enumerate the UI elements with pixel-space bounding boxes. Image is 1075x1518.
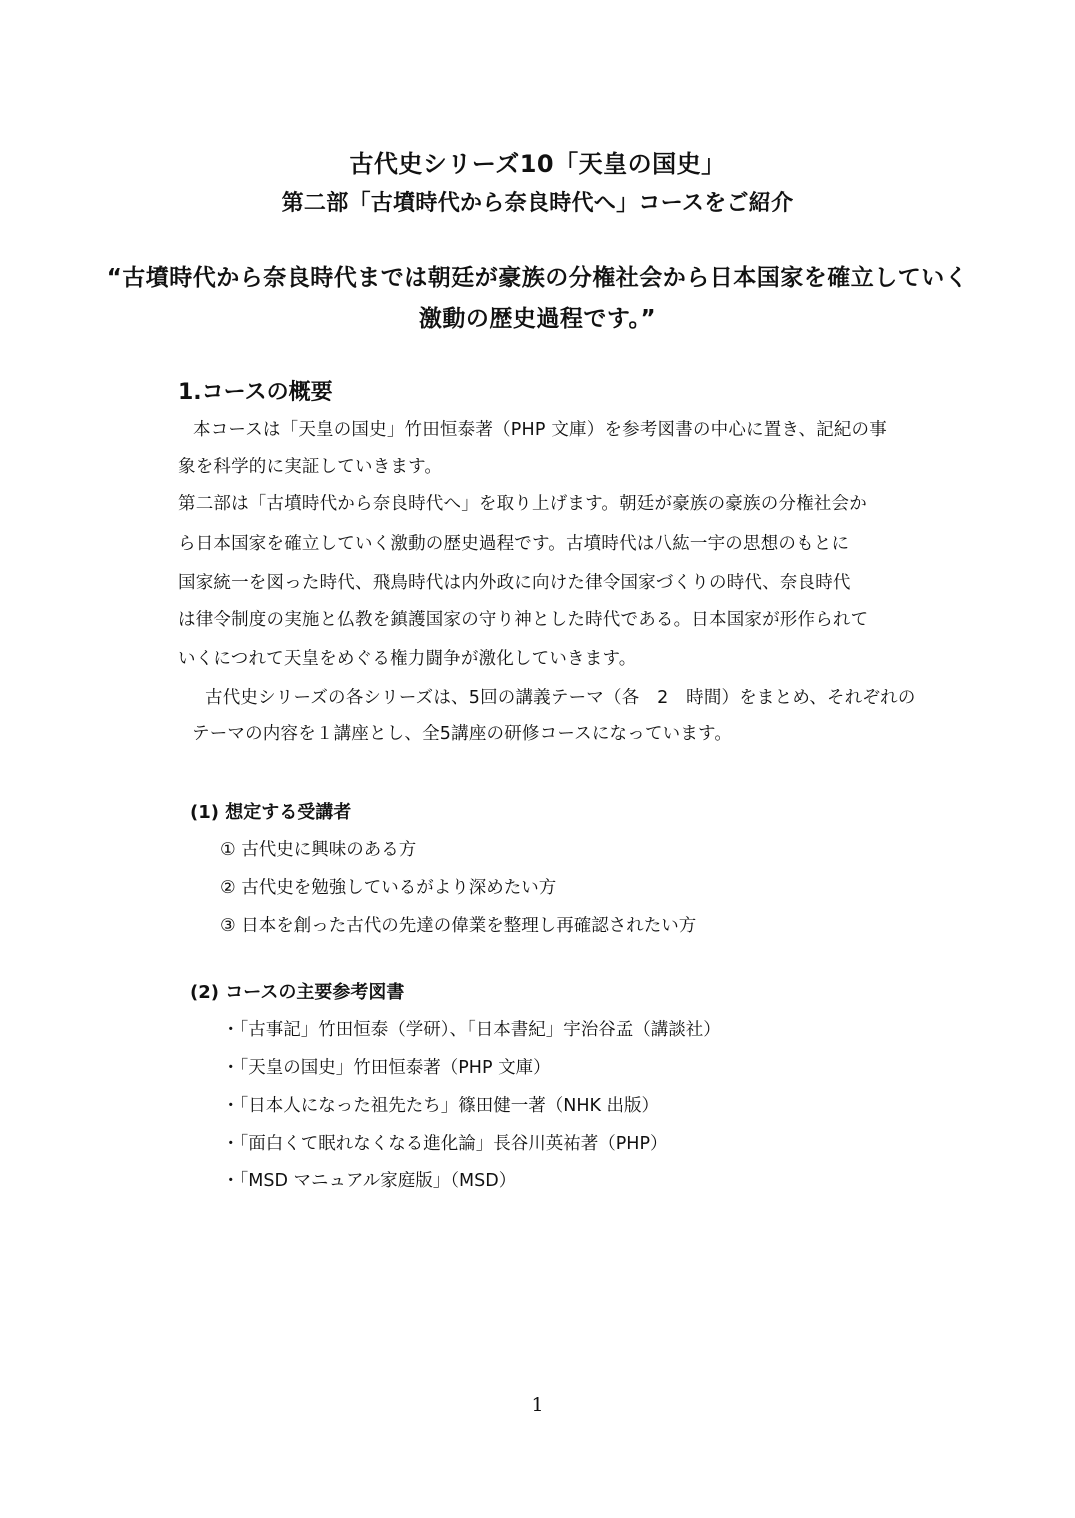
audience-heading: (1) 想定する受講者 bbox=[190, 802, 352, 823]
paragraph-line: テーマの内容を１講座とし、全5講座の研修コースになっています。 bbox=[192, 724, 733, 744]
book-item: ・「古事記」竹田恒泰（学研）、「日本書紀」宇治谷孟（講談社） bbox=[222, 1020, 721, 1040]
paragraph-line: ら日本国家を確立していく激動の歴史過程です。古墳時代は八紘一宇の思想のもとに bbox=[178, 534, 850, 554]
document-subtitle: 第二部「古墳時代から奈良時代へ」コースをご紹介 bbox=[281, 191, 794, 216]
book-item: ・「面白くて眠れなくなる進化論」長谷川英祐著（PHP） bbox=[222, 1134, 668, 1154]
document-title: 古代史シリーズ10「天皇の国史」 bbox=[349, 150, 726, 178]
paragraph-line: 象を科学的に実証していきます。 bbox=[178, 457, 443, 477]
quote-line-2: 激動の歴史過程です。” bbox=[418, 306, 657, 332]
audience-item: ② 古代史を勉強しているがより深めたい方 bbox=[220, 878, 557, 898]
paragraph-line: は律令制度の実施と仏教を鎮護国家の守り神とした時代である。日本国家が形作られて bbox=[178, 610, 869, 630]
paragraph-line: 本コースは「天皇の国史」竹田恒泰著（PHP 文庫）を参考図書の中心に置き、記紀の事 bbox=[193, 420, 887, 440]
audience-item: ③ 日本を創った古代の先達の偉業を整理し再確認されたい方 bbox=[220, 916, 697, 936]
book-item: ・「天皇の国史」竹田恒泰著（PHP 文庫） bbox=[222, 1058, 551, 1078]
page-number: 1 bbox=[531, 1394, 544, 1416]
paragraph-line: 古代史シリーズの各シリーズは、5回の講義テーマ（各 2 時間）をまとめ、それぞれの bbox=[205, 688, 916, 708]
section-heading-overview: 1.コースの概要 bbox=[178, 380, 333, 405]
books-heading: (2) コースの主要参考図書 bbox=[190, 982, 405, 1003]
paragraph-line: いくにつれて天皇をめぐる権力闘争が激化していきます。 bbox=[178, 649, 637, 669]
paragraph-line: 第二部は「古墳時代から奈良時代へ」を取り上げます。朝廷が豪族の豪族の分権社会か bbox=[178, 494, 867, 514]
book-item: ・「日本人になった祖先たち」篠田健一著（NHK 出版） bbox=[222, 1096, 660, 1116]
audience-item: ① 古代史に興味のある方 bbox=[220, 840, 417, 860]
book-item: ・「MSD マニュアル家庭版」（MSD） bbox=[222, 1171, 517, 1191]
paragraph-line: 国家統一を図った時代、飛鳥時代は内外政に向けた律令国家づくりの時代、奈良時代 bbox=[178, 573, 851, 593]
quote-line-1: “古墳時代から奈良時代までは朝廷が豪族の分権社会から日本国家を確立していく bbox=[106, 265, 969, 291]
